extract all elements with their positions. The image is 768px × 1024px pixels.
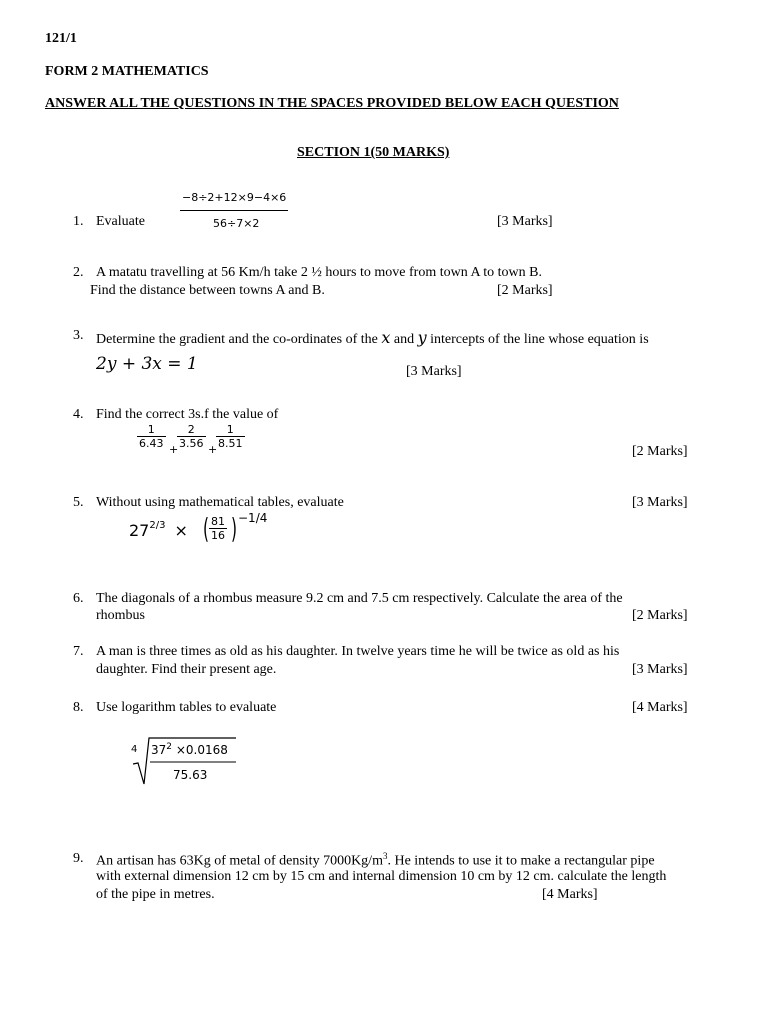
q5-paren-right: ) bbox=[231, 512, 238, 545]
q8-number: 8. bbox=[73, 700, 84, 715]
q4-fraction-2 bbox=[177, 423, 206, 450]
q9-line3: of the pipe in metres. bbox=[96, 887, 215, 902]
q8-root-index: 4 bbox=[131, 744, 138, 755]
q5-marks: [3 Marks] bbox=[632, 495, 688, 510]
q4-text: Find the correct 3s.f the value of bbox=[96, 407, 279, 422]
q6-marks: [2 Marks] bbox=[632, 608, 688, 623]
instruction: ANSWER ALL THE QUESTIONS IN THE SPACES PROVIDED BELOW EACH QUESTION bbox=[45, 96, 619, 111]
q6-line1: The diagonals of a rhombus measure 9.2 cm and 7.5 cm respectively. Calculate the area of the bbox=[96, 591, 623, 606]
q9-number: 9. bbox=[73, 851, 84, 866]
section-title: SECTION 1(50 MARKS) bbox=[297, 145, 450, 160]
q3-text-a: Determine the gradient and the co-ordinates of the bbox=[96, 332, 378, 347]
q9-cubed: 3 bbox=[382, 851, 388, 861]
q6-number: 6. bbox=[73, 591, 84, 606]
q1-marks: [3 Marks] bbox=[497, 214, 553, 229]
q9-line1 bbox=[96, 851, 655, 870]
paper-code: 121/1 bbox=[45, 31, 77, 46]
q3-equation: 2y + 3x = 1 bbox=[96, 354, 198, 374]
q5-exponent-2: −1/4 bbox=[238, 511, 268, 525]
q8-marks: [4 Marks] bbox=[632, 700, 688, 715]
q9-line2: with external dimension 12 cm by 15 cm and internal dimension 10 cm by 12 cm. calculate the length bbox=[96, 869, 667, 884]
q4-number: 4. bbox=[73, 407, 84, 422]
q4-f1-num: 1 bbox=[147, 423, 155, 436]
q1-fraction bbox=[180, 191, 288, 230]
q3-text bbox=[96, 328, 649, 348]
q5-expression bbox=[129, 520, 188, 540]
q4-f3-num: 1 bbox=[226, 423, 234, 436]
q7-number: 7. bbox=[73, 644, 84, 659]
q9-marks: [4 Marks] bbox=[542, 887, 598, 902]
q6-line2: rhombus bbox=[96, 608, 145, 623]
q3-number: 3. bbox=[73, 328, 84, 343]
q5-base: 27 bbox=[129, 521, 150, 540]
subject-title: FORM 2 MATHEMATICS bbox=[45, 64, 209, 79]
q1-number: 1. bbox=[73, 214, 84, 229]
q7-line2: daughter. Find their present age. bbox=[96, 662, 277, 677]
q8-base: 37 bbox=[151, 743, 167, 757]
q7-line1: A man is three times as old as his daughter. In twelve years time he will be twice as old as his bbox=[96, 644, 620, 659]
q8-radicand-numerator bbox=[151, 742, 228, 757]
q3-var-x: x bbox=[381, 328, 391, 347]
q5-fraction bbox=[209, 515, 227, 542]
q8-square: 2 bbox=[166, 742, 173, 752]
q3-and: and bbox=[393, 332, 415, 347]
q2-line2: Find the distance between towns A and B. bbox=[90, 283, 325, 298]
q3-marks: [3 Marks] bbox=[406, 364, 462, 379]
q4-f1-den: 6.43 bbox=[139, 437, 164, 450]
q5-number: 5. bbox=[73, 495, 84, 510]
q2-marks: [2 Marks] bbox=[497, 283, 553, 298]
q8-multiplier: ×0.0168 bbox=[172, 743, 228, 757]
q3-text-b: intercepts of the line whose equation is bbox=[430, 332, 649, 347]
q4-f3-den: 8.51 bbox=[218, 437, 243, 450]
q2-line1: A matatu travelling at 56 Km/h take 2 ½ hours to move from town A to town B. bbox=[96, 265, 543, 280]
q5-paren-left: ( bbox=[203, 512, 210, 545]
q7-marks: [3 Marks] bbox=[632, 662, 688, 677]
q4-f2-den: 3.56 bbox=[179, 437, 204, 450]
q5-times: × bbox=[174, 521, 188, 540]
q1-numerator: −8÷2+12×9−4×6 bbox=[182, 191, 287, 204]
q1-denominator: 56÷7×2 bbox=[180, 210, 288, 230]
q9-line1a: An artisan has 63Kg of metal of density 7000Kg/m bbox=[96, 853, 383, 869]
q5-f-num: 81 bbox=[211, 515, 225, 528]
q8-radicand-denominator: 75.63 bbox=[173, 768, 208, 782]
q4-fraction-3 bbox=[216, 423, 245, 450]
q5-exponent: 2/3 bbox=[149, 520, 166, 531]
q5-f-den: 16 bbox=[211, 529, 225, 542]
q9-line1b: . He intends to use it to make a rectangular pipe bbox=[387, 853, 655, 869]
q4-fraction-1 bbox=[137, 423, 166, 450]
q5-text: Without using mathematical tables, evaluate bbox=[96, 495, 344, 510]
q8-text: Use logarithm tables to evaluate bbox=[96, 700, 277, 715]
q4-f2-num: 2 bbox=[187, 423, 195, 436]
q2-number: 2. bbox=[73, 265, 84, 280]
q3-var-y: y bbox=[417, 328, 427, 347]
q1-text: Evaluate bbox=[96, 214, 145, 229]
q4-marks: [2 Marks] bbox=[632, 444, 688, 459]
q4-plus-1: + bbox=[169, 443, 179, 456]
q4-plus-2: + bbox=[208, 443, 218, 456]
